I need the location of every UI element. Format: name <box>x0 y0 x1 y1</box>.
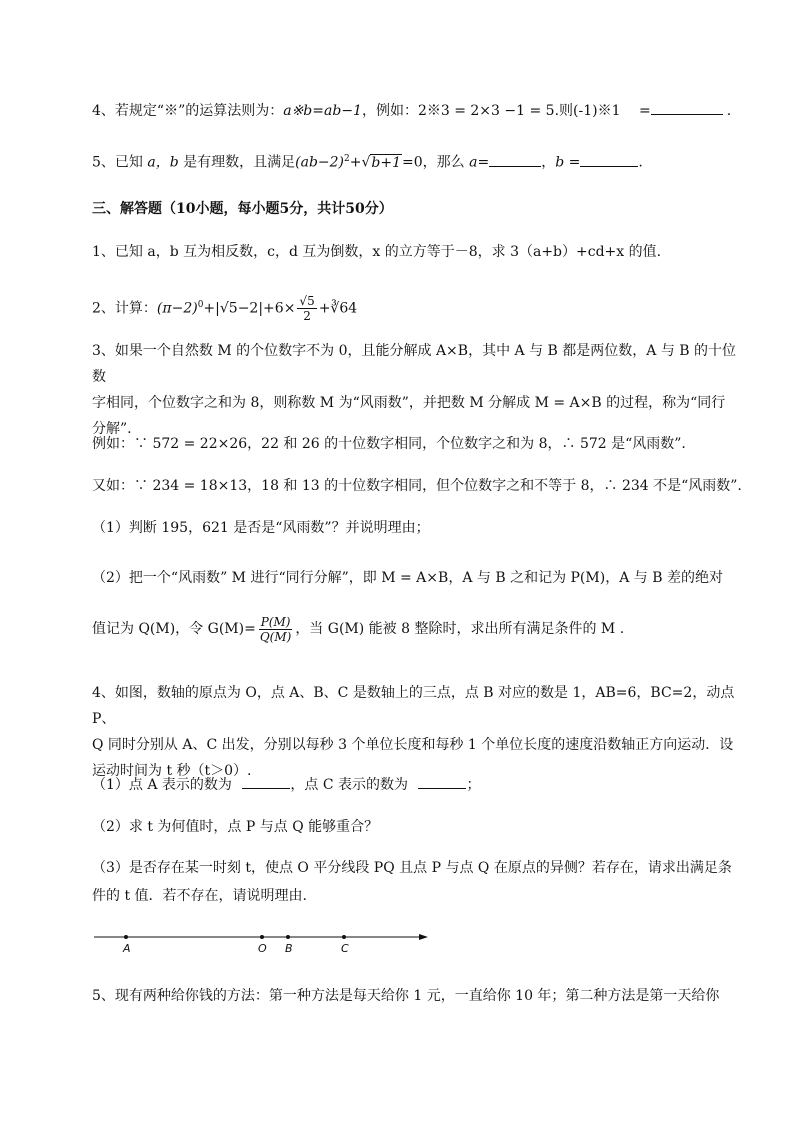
fill-question-5: 5、已知 a，b 是有理数，且满足$(ab-2)^2+√b+1=0$，那么 a= ，b = . <box>92 149 643 173</box>
point-a-dot <box>124 935 128 939</box>
p4-c-blank <box>418 774 466 789</box>
point-c-dot <box>342 935 346 939</box>
p4-sub-3a: （3）是否存在某一时刻 t，使点 O 平分线段 PQ 且点 P 与点 Q 在原点的异侧？若存在，请求出满足条 <box>92 860 732 876</box>
p2-frac-den: 2 <box>303 309 311 324</box>
p4-line3: 运动时间为 t 秒（t＞0）. <box>92 763 252 779</box>
label-b: B <box>285 942 293 955</box>
p3-frac-num: P(M) <box>260 614 291 629</box>
problem-2 <box>92 290 357 324</box>
q4-lead: 4、若规定“※”的运算法则为： <box>92 103 284 119</box>
p4-a-blank <box>242 774 290 789</box>
problem-5: 5、现有两种给你钱的方法：第一种方法是每天给你 1 元，一直给你 10 年；第二种方法是第一天给你 <box>92 988 720 1004</box>
point-b-dot <box>286 935 290 939</box>
q5-a-label: a= <box>469 154 490 171</box>
q4-mid: ，例如： <box>361 103 418 119</box>
q5-expr: (ab−2) <box>295 154 345 171</box>
p3-line1: 3、如果一个自然数 M 的个位数字不为 0，且能分解成 A×B，其中 A 与 B 都是两位数，A 与 B 的十位数 <box>92 343 737 385</box>
p3-line2: 字相同，个位数字之和为 8，则称数 M 为“风雨数”，并把数 M 分解成 M = A×B 的过程，称为“同行 <box>92 395 726 411</box>
p4-line2: Q 同时分别从 A、C 出发，分别以每秒 3 个单位长度和每秒 1 个单位长度的速度沿数轴正方向运动．设 <box>92 737 734 753</box>
p3-g-fraction <box>258 615 294 644</box>
p2-part1: (π−2) <box>156 300 198 317</box>
q5-plus: + <box>349 154 362 171</box>
p3-line3: 分解”. <box>92 421 132 437</box>
p4-line1: 4、如图，数轴的原点为 O，点 A、B、C 是数轴上的三点，点 B 对应的数是 1，AB=6，BC=2，动点 P、 <box>92 685 735 727</box>
label-c: C <box>341 942 349 955</box>
q5-vars: a，b <box>147 154 179 171</box>
q5-mid: 是有理数，且满足 <box>183 154 296 171</box>
problem-3 <box>92 338 742 442</box>
fill-question-4 <box>92 100 731 121</box>
p4-sub-1 <box>92 774 480 795</box>
q5-exponent: 2 <box>344 154 350 164</box>
q5-sep: ， <box>541 154 556 171</box>
p2-exp0: 0 <box>197 300 204 310</box>
p3-example-2: 又如：∵ 234 = 18×13，18 和 13 的十位数字相同，但个位数字之和不等于 8，∴ 234 不是“风雨数”. <box>92 478 742 494</box>
q5-lead: 5、已知 <box>92 154 143 171</box>
p3-sub2b-tail: ，当 G(M) 能被 8 整除时，求出所有满足条件的 M . <box>295 621 625 637</box>
p3-sub-2a: （2）把一个“风雨数” M 进行“同行分解”，即 M = A×B，A 与 B 之和记为 P(M)，A 与 B 差的绝对 <box>92 570 723 586</box>
q5-eq: =0 <box>402 154 423 171</box>
p4-sub1-a: （1）点 A 表示的数为 <box>92 777 232 793</box>
section-title: 三、解答题（10小题，每小题5分，共计50分） <box>92 201 393 217</box>
label-a: A <box>123 942 131 955</box>
q4-rule: a※b=ab−1 <box>283 103 362 119</box>
p3-sub-2b <box>92 612 624 646</box>
number-line-arrow <box>419 934 428 940</box>
q5-b-label: b = <box>555 154 581 171</box>
point-o-dot <box>260 935 264 939</box>
q5-end: . <box>638 154 643 171</box>
p3-example-1: 例如：∵ 572 = 22×26，22 和 26 的十位数字相同，个位数字之和为 8，∴ 572 是“风雨数”. <box>92 436 686 452</box>
q5-b-blank <box>580 152 638 167</box>
p3-sub2b-lead: 值记为 Q(M)，令 G(M)= <box>92 621 256 637</box>
p4-sub-3b: 件的 t 值．若不存在，请说明理由. <box>92 888 307 904</box>
p2-frac-num: √5 <box>299 294 315 309</box>
p2-lead: 2、计算： <box>92 300 157 317</box>
p2-fraction <box>297 294 316 323</box>
p2-part2: +|√5−2|+6× <box>203 300 296 317</box>
problem-4 <box>92 680 742 784</box>
q5-then: ，那么 <box>422 154 465 171</box>
p3-sub-1: （1）判断 195，621 是否是“风雨数”？并说明理由； <box>92 520 430 536</box>
q4-equals: = <box>638 103 651 119</box>
p4-sub1-c: ； <box>466 777 481 793</box>
q5-a-blank <box>489 152 541 167</box>
label-o: O <box>258 942 267 955</box>
p2-part3: +∛64 <box>318 300 358 317</box>
p3-frac-den: Q(M) <box>259 629 292 644</box>
p4-sub-2: （2）求 t 为何值时，点 P 与点 Q 能够重合？ <box>92 819 379 835</box>
q5-sqrt: b+1 <box>371 154 402 171</box>
q4-end: . <box>726 103 732 119</box>
problem-1: 1、已知 a，b 互为相反数，c，d 互为倒数，x 的立方等于－8，求 3（a+b）+cd+x 的值. <box>92 244 662 260</box>
p4-sub1-b: ，点 C 表示的数为 <box>290 777 408 793</box>
q4-answer-blank <box>651 100 723 115</box>
q4-example: 2※3 = 2×3 −1 = 5.则(-1)※1 <box>417 103 621 119</box>
